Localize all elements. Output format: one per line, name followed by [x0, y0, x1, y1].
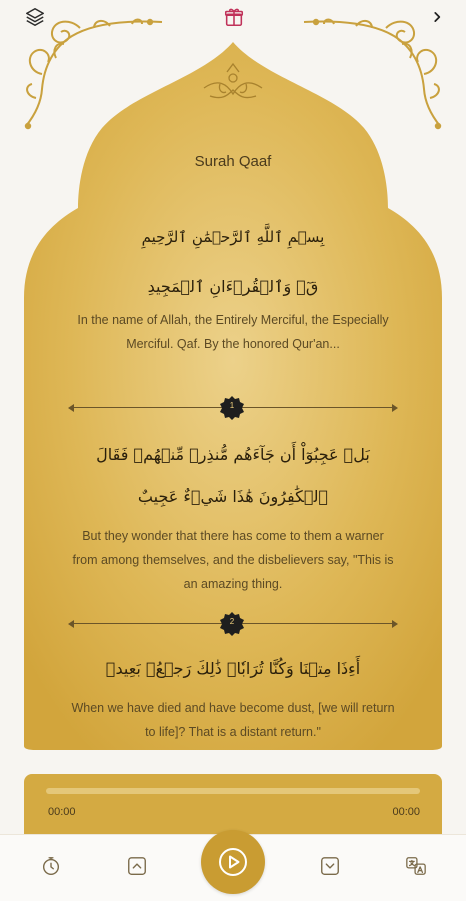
- verse-translation: In the name of Allah, the Entirely Merciful, the Especially Merciful. Qaf. By the honored Qur'an...: [77, 313, 389, 351]
- verse-arabic: بَلۡ عَجِبُوٓاْ أَن جَآءَهُم مُّنذِرٞ مِّنۡهُمۡ فَقَالَ ٱلۡكَٰفِرُونَ هَٰذَا شَيۡءٌ عَجِيبٌ: [96, 445, 370, 506]
- current-time: 00:00: [48, 806, 76, 818]
- gift-icon[interactable]: [221, 4, 247, 30]
- play-icon: [217, 846, 249, 878]
- translate-icon[interactable]: [403, 853, 429, 879]
- audio-progress-bar[interactable]: [46, 788, 420, 794]
- surah-card: [22, 38, 444, 758]
- surah-title: Surah Qaaf: [194, 153, 272, 170]
- verse-divider: [70, 396, 396, 420]
- verse-arabic: قٓۚ وَٱلۡقُرۡءَانِ ٱلۡمَجِيدِ: [147, 277, 319, 296]
- play-button[interactable]: [201, 830, 265, 894]
- basmala-text: بِسۡمِ ٱللَّهِ ٱلرَّحۡمَٰنِ ٱلرَّحِيمِ: [141, 228, 325, 246]
- timer-icon[interactable]: [38, 853, 64, 879]
- previous-verse-icon[interactable]: [124, 853, 150, 879]
- verse-number-badge: 2: [220, 612, 244, 636]
- verse-number-badge: 1: [220, 396, 244, 420]
- verse-arabic: أَءِذَا مِتۡنَا وَكُنَّا تُرَابٗاۖ ذَٰلِكَ رَجۡعُۢ بَعِيدٞ: [105, 659, 361, 678]
- total-time: 00:00: [392, 806, 420, 818]
- next-verse-icon[interactable]: [317, 853, 343, 879]
- verse-divider: [70, 612, 396, 636]
- verse-translation: When we have died and have become dust, [we will return to life]? That is a distant return.": [71, 701, 395, 739]
- verse-translation: But they wonder that there has come to them a warner from among themselves, and the disbelievers say, "This is an amazing thing.: [72, 529, 394, 591]
